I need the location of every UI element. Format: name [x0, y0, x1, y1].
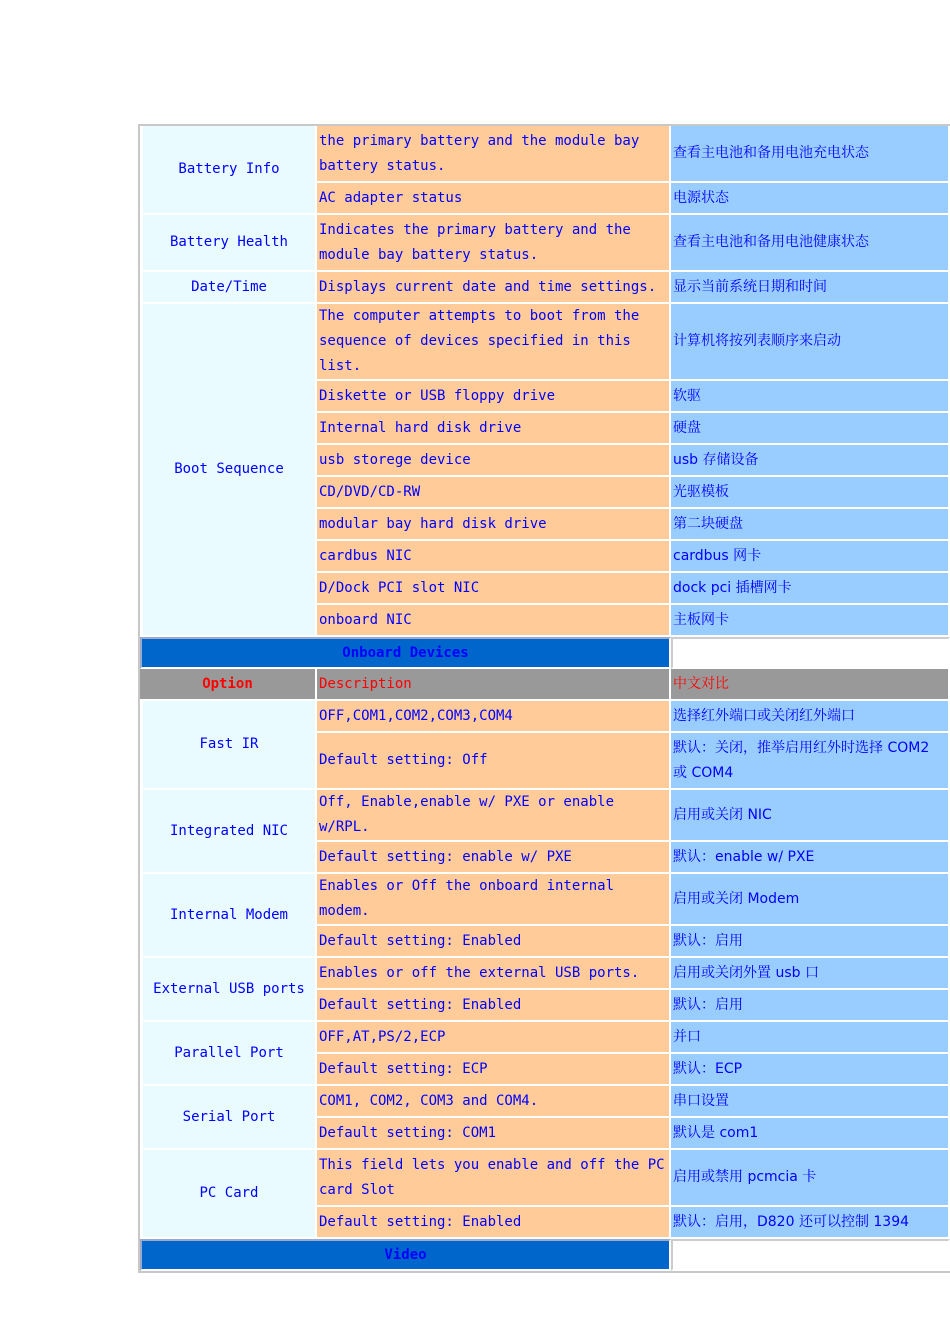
option-description: Default setting: Enabled [317, 990, 671, 1022]
option-chinese: 启用或关闭外置 usb 口 [671, 958, 950, 990]
option-description: Off, Enable,enable w/ PXE or enable w/RPL. [317, 790, 671, 842]
option-description: Internal hard disk drive [317, 413, 671, 445]
option-chinese: dock pci 插槽网卡 [671, 573, 950, 605]
section-spacer [671, 1239, 950, 1271]
option-chinese: 第二块硬盘 [671, 509, 950, 541]
option-description: Default setting: Enabled [317, 926, 671, 958]
option-chinese: 查看主电池和备用电池健康状态 [671, 215, 950, 272]
header-option: Option [140, 669, 317, 701]
option-chinese: 启用或禁用 pcmcia 卡 [671, 1150, 950, 1207]
section-spacer [671, 637, 950, 669]
option-chinese: 并口 [671, 1022, 950, 1054]
table-row [140, 958, 950, 990]
option-description: Indicates the primary battery and the module bay battery status. [317, 215, 671, 272]
option-name: Fast IR [140, 701, 317, 790]
option-name: Boot Sequence [140, 304, 317, 637]
option-chinese: 查看主电池和备用电池充电状态 [671, 126, 950, 183]
option-description: Default setting: enable w/ PXE [317, 842, 671, 874]
header-chinese: 中文对比 [671, 669, 950, 701]
table-row [140, 1150, 950, 1207]
option-chinese: 光驱模板 [671, 477, 950, 509]
option-description: Enables or Off the onboard internal modem. [317, 874, 671, 926]
option-name: Integrated NIC [140, 790, 317, 874]
section-title: Video [140, 1239, 671, 1271]
option-chinese: 串口设置 [671, 1086, 950, 1118]
header-description: Description [317, 669, 671, 701]
table-row [140, 215, 950, 272]
option-description: Default setting: ECP [317, 1054, 671, 1086]
option-chinese: 计算机将按列表顺序来启动 [671, 304, 950, 381]
option-chinese: 硬盘 [671, 413, 950, 445]
option-chinese: usb 存储设备 [671, 445, 950, 477]
option-description: the primary battery and the module bay battery status. [317, 126, 671, 183]
option-chinese: 默认：启用 [671, 990, 950, 1022]
option-name: Battery Health [140, 215, 317, 272]
option-description: modular bay hard disk drive [317, 509, 671, 541]
option-chinese: 电源状态 [671, 183, 950, 215]
option-chinese: 默认：启用，D820 还可以控制 1394 [671, 1207, 950, 1239]
option-chinese: 启用或关闭 NIC [671, 790, 950, 842]
table-row [140, 790, 950, 842]
bios-options-table [138, 124, 950, 1273]
option-description: D/Dock PCI slot NIC [317, 573, 671, 605]
option-chinese: 启用或关闭 Modem [671, 874, 950, 926]
option-description: Default setting: Off [317, 733, 671, 790]
section-title: Onboard Devices [140, 637, 671, 669]
table-row [140, 126, 950, 183]
table-row [140, 1086, 950, 1118]
option-chinese: 默认：启用 [671, 926, 950, 958]
option-name: Battery Info [140, 126, 317, 215]
option-chinese: 显示当前系统日期和时间 [671, 272, 950, 304]
option-description: Diskette or USB floppy drive [317, 381, 671, 413]
section-row [140, 1239, 950, 1271]
table-row [140, 1022, 950, 1054]
option-description: onboard NIC [317, 605, 671, 637]
option-description: CD/DVD/CD-RW [317, 477, 671, 509]
option-name: Serial Port [140, 1086, 317, 1150]
option-description: OFF,AT,PS/2,ECP [317, 1022, 671, 1054]
option-chinese: 软驱 [671, 381, 950, 413]
table-row [140, 272, 950, 304]
option-name: Date/Time [140, 272, 317, 304]
option-chinese: cardbus 网卡 [671, 541, 950, 573]
option-name: Internal Modem [140, 874, 317, 958]
table-header [140, 669, 950, 701]
option-description: This field lets you enable and off the PC card Slot [317, 1150, 671, 1207]
option-chinese: 默认：enable w/ PXE [671, 842, 950, 874]
option-description: COM1, COM2, COM3 and COM4. [317, 1086, 671, 1118]
option-chinese: 默认是 com1 [671, 1118, 950, 1150]
option-description: Default setting: COM1 [317, 1118, 671, 1150]
option-description: usb storege device [317, 445, 671, 477]
option-chinese: 默认：关闭，推举启用红外时选择 COM2 或 COM4 [671, 733, 950, 790]
table-row [140, 701, 950, 733]
option-name: PC Card [140, 1150, 317, 1239]
option-description: Displays current date and time settings. [317, 272, 671, 304]
option-description: The computer attempts to boot from the sequence of devices specified in this list. [317, 304, 671, 381]
table-row [140, 874, 950, 926]
section-row [140, 637, 950, 669]
option-chinese: 默认：ECP [671, 1054, 950, 1086]
option-name: Parallel Port [140, 1022, 317, 1086]
option-description: cardbus NIC [317, 541, 671, 573]
option-description: Enables or off the external USB ports. [317, 958, 671, 990]
option-description: Default setting: Enabled [317, 1207, 671, 1239]
option-name: External USB ports [140, 958, 317, 1022]
option-description: OFF,COM1,COM2,COM3,COM4 [317, 701, 671, 733]
table-row [140, 304, 950, 381]
option-description: AC adapter status [317, 183, 671, 215]
option-chinese: 主板网卡 [671, 605, 950, 637]
option-chinese: 选择红外端口或关闭红外端口 [671, 701, 950, 733]
